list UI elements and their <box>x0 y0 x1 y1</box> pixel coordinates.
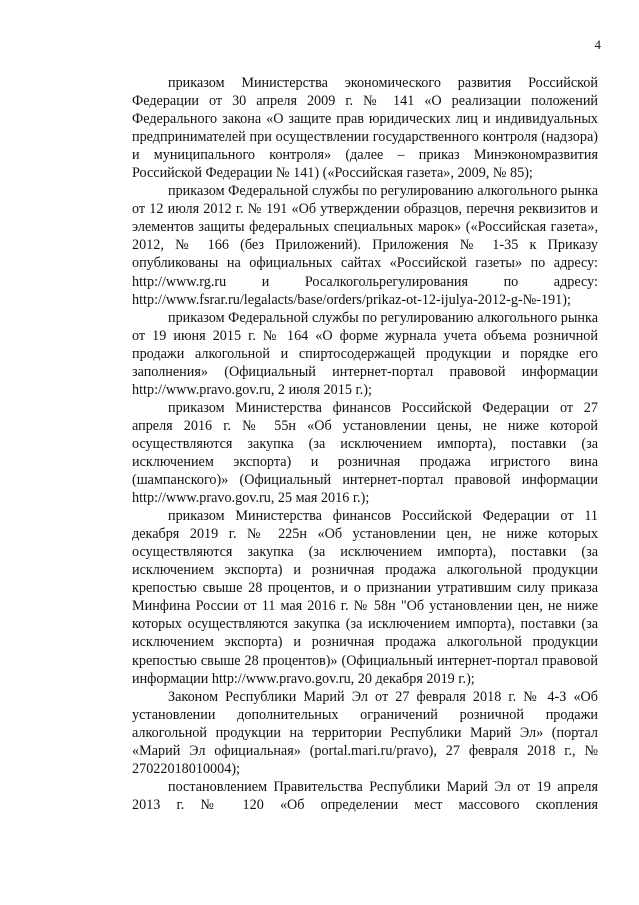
paragraph-law-mari-el-4-z: Законом Республики Марий Эл от 27 февраля 2018 г. № 4-З «Об установлении дополнительных ограничений розничной продажи алкогольной продукции на территории Республики Марий Эл» (портал «Марий Эл официальная» (portal.mari.ru/pravo), 27 февраля 2018 г., № 27022018010004); <box>132 688 598 777</box>
page-number: 4 <box>594 37 601 52</box>
paragraph-order-minekonomrazvitiya-141: приказом Министерства экономического развития Российской Федерации от 30 апреля 2009 г. № 141 «О реализации положений Федерального закона «О защите прав юридических лиц и индивидуальных предпринимателей при осуществлении государственного контроля (надзора) и муниципального контроля» (далее – приказ Минэкономразвития Российской Федерации № 141) («Российская газета», 2009, № 85); <box>132 75 598 182</box>
paragraph-order-fsrar-191: приказом Федеральной службы по регулированию алкогольного рынка от 12 июля 2012 г. № 191 «Об утверждении образцов, перечня реквизитов и элементов защиты федеральных специальных марок» («Российская газета», 2012, № 166 (без Приложений). Приложения № 1-35 к Приказу опубликованы на официальных сайтах «Российской газеты» по адресу: http://www.rg.ru и Росалкогольрегулирования по адресу: http://www.fsrar.ru/legalacts/base/orders/prikaz-ot-12-ijulya-2012-g-№-191); <box>132 183 598 308</box>
paragraph-resolution-mari-el-120: постановлением Правительства Республики Марий Эл от 19 апреля 2013 г. № 120 «Об определении мест массового скопления <box>132 778 598 813</box>
paragraph-order-minfin-55n: приказом Министерства финансов Российской Федерации от 27 апреля 2016 г. № 55н «Об установлении цены, не ниже которой осуществляются закупка (за исключением импорта), поставки (за исключением экспорта) и розничная продажа игристого вина (шампанского)» (Официальный интернет-портал правовой информации http://www.pravo.gov.ru, 25 мая 2016 г.); <box>132 399 598 507</box>
paragraph-order-fsrar-164: приказом Федеральной службы по регулированию алкогольного рынка от 19 июня 2015 г. № 164 «О форме журнала учета объема розничной продажи алкогольной и спиртосодержащей продукции и порядке его заполнения» (Официальный интернет-портал правовой информации http://www.pravo.gov.ru, 2 июля 2015 г.); <box>132 309 598 398</box>
paragraph-order-minfin-225n: приказом Министерства финансов Российской Федерации от 11 декабря 2019 г. № 225н «Об установлении цен, не ниже которых осуществляются закупка (за исключением импорта), поставки (за исключением экспорта) и розничная продажа алкогольной продукции крепостью свыше 28 процентов, и о признании утратившим силу приказа Минфина России от 11 мая 2016 г. № 58н "Об установлении цен, не ниже которых осуществляются закупка (за исключением импорта), поставки (за исключением экспорта) и розничная продажа алкогольной продукции крепостью свыше 28 процентов)» (Официальный интернет-портал правовой информации http://www.pravo.gov.ru, 20 декабря 2019 г.); <box>132 508 598 687</box>
document-body <box>132 74 598 814</box>
